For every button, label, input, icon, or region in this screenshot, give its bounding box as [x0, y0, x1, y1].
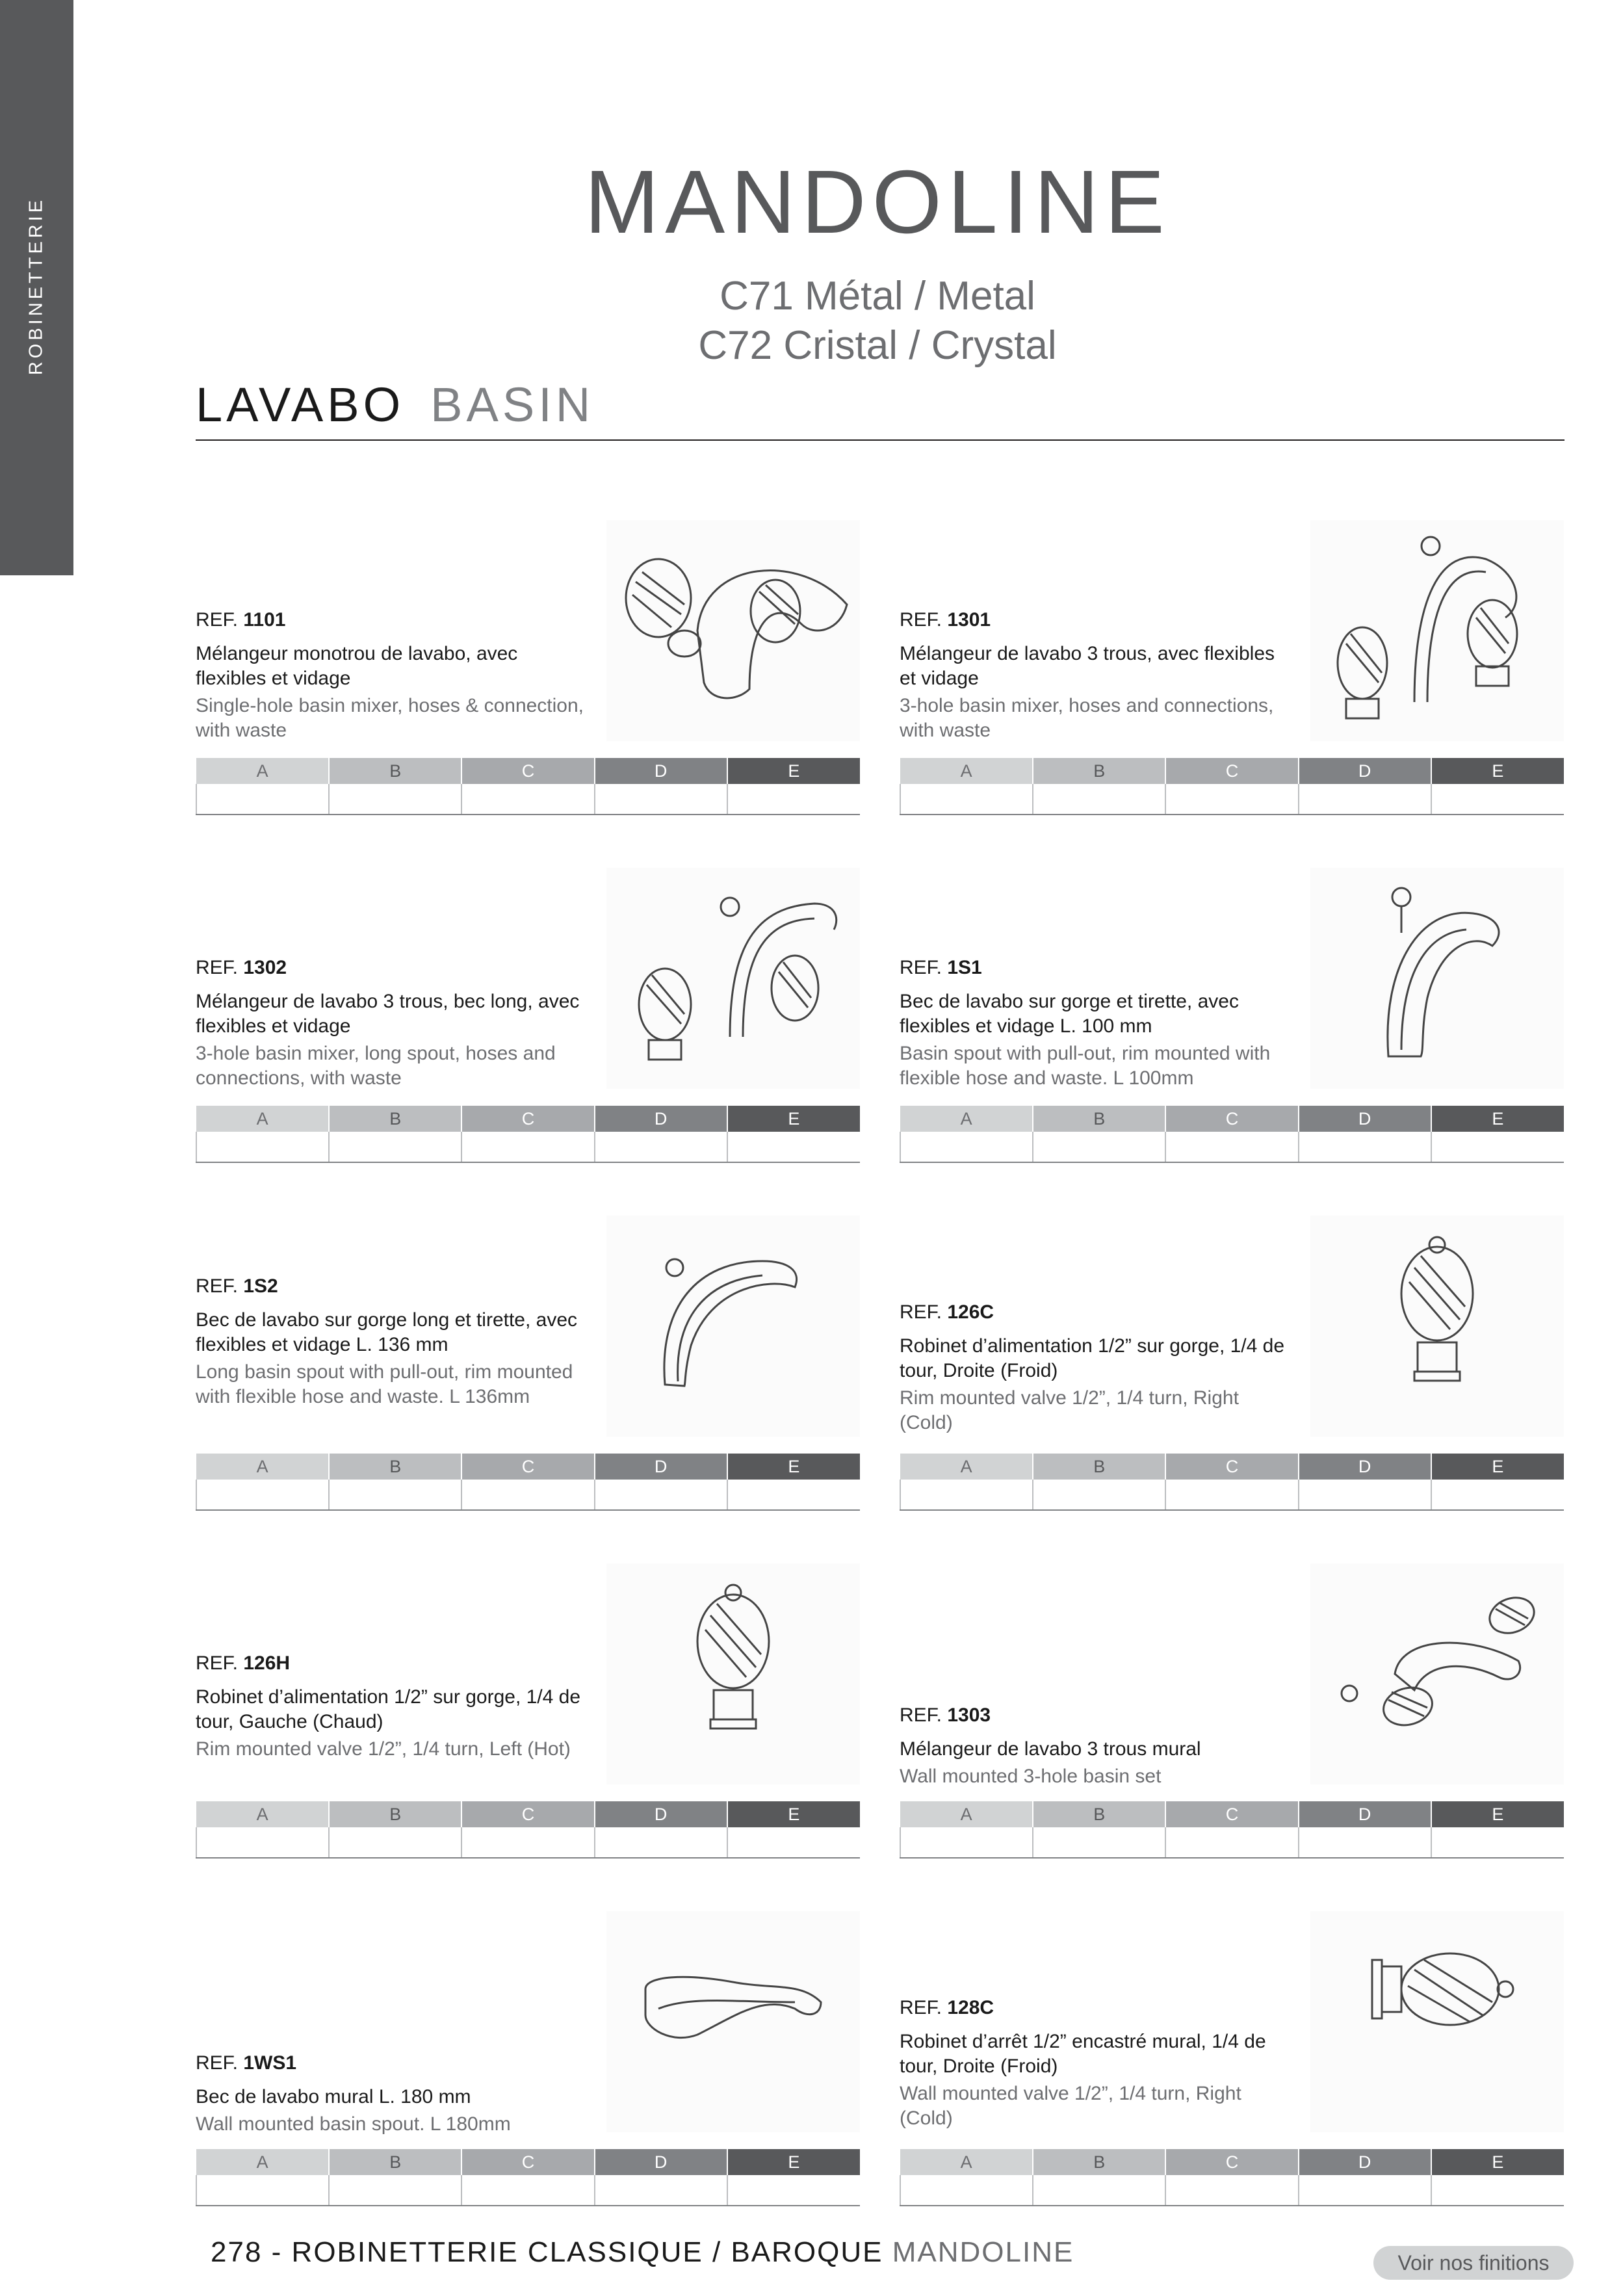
product-text [196, 608, 586, 743]
finish-header-b: B [1033, 1454, 1165, 1480]
product-text [196, 1651, 586, 1762]
finish-header-b: B [1033, 758, 1165, 784]
finish-cell [1299, 1132, 1431, 1162]
product-ref: REF. 126C [900, 1301, 994, 1323]
finish-header-d: D [1299, 1106, 1431, 1132]
finish-header-a: A [900, 1801, 1033, 1827]
finish-header-c: C [1165, 1106, 1298, 1132]
product-desc-fr: Bec de lavabo mural L. 180 mm [196, 2086, 471, 2107]
product-text [196, 956, 586, 1091]
product-text [900, 956, 1290, 1091]
subtitle-line-2: C72 Cristal / Crystal [698, 323, 1057, 368]
finish-header-b: B [329, 1801, 461, 1827]
finish-header-b: B [329, 758, 461, 784]
finish-cell [900, 2175, 1033, 2206]
finish-cell [1033, 784, 1165, 815]
finish-cell [727, 1480, 860, 1510]
finish-table [900, 1801, 1564, 1859]
finish-cell [196, 2175, 329, 2206]
finish-header-a: A [196, 1106, 329, 1132]
finish-header-c: C [461, 1454, 594, 1480]
wall-spout-icon [606, 1911, 860, 2132]
product-desc-en: 3-hole basin mixer, hoses and connections, with waste [900, 695, 1274, 741]
finish-cell [1431, 1480, 1564, 1510]
finish-header-c: C [461, 1801, 594, 1827]
footer-collection: MANDOLINE [892, 2236, 1074, 2268]
product-desc-fr: Mélangeur de lavabo 3 trous, avec flexibles et vidage [900, 643, 1275, 689]
finish-cell [329, 2175, 461, 2206]
wall-valve-icon [1310, 1911, 1564, 2132]
product-card [196, 520, 860, 819]
finish-header-b: B [329, 1454, 461, 1480]
product-ref: REF. 1WS1 [196, 2052, 297, 2074]
product-card [900, 1911, 1564, 2210]
rim-valve-icon [1310, 1216, 1564, 1437]
finish-table [196, 1106, 860, 1163]
finish-cell [461, 784, 594, 815]
finish-header-e: E [727, 2149, 860, 2175]
finish-table [900, 2149, 1564, 2206]
finish-cell [595, 1827, 727, 1858]
finish-table [900, 1106, 1564, 1163]
finish-cell [1299, 2175, 1431, 2206]
finish-header-d: D [1299, 1801, 1431, 1827]
product-card [900, 868, 1564, 1167]
product-card [900, 520, 1564, 819]
product-card [900, 1563, 1564, 1862]
finish-header-d: D [595, 758, 727, 784]
finish-cell [1033, 2175, 1165, 2206]
product-text [900, 1996, 1290, 2131]
finish-cell [329, 784, 461, 815]
finish-header-b: B [1033, 1801, 1165, 1827]
finish-cell [196, 1132, 329, 1162]
finish-cell [595, 2175, 727, 2206]
section-divider [196, 439, 1565, 441]
footer-separator: - [271, 2236, 283, 2268]
finish-cell [595, 1132, 727, 1162]
finish-cell [461, 1480, 594, 1510]
product-desc-fr: Mélangeur de lavabo 3 trous mural [900, 1738, 1201, 1760]
product-ref: REF. 1S1 [900, 957, 982, 978]
product-card [196, 1563, 860, 1862]
finish-cell [727, 1827, 860, 1858]
finish-cell [1431, 2175, 1564, 2206]
finish-cell [727, 784, 860, 815]
finish-table [196, 1801, 860, 1859]
finish-cell [595, 1480, 727, 1510]
finish-cell [1431, 784, 1564, 815]
product-ref: REF. 126H [196, 1652, 291, 1674]
finish-table [196, 1454, 860, 1511]
finish-cell [900, 1132, 1033, 1162]
finish-header-a: A [900, 1454, 1033, 1480]
finish-header-a: A [196, 758, 329, 784]
product-ref: REF. 128C [900, 1997, 994, 2018]
finish-header-b: B [329, 1106, 461, 1132]
finish-header-c: C [1165, 1454, 1298, 1480]
single-hole-basin-mixer-icon [606, 520, 860, 741]
product-desc-fr: Bec de lavabo sur gorge long et tirette, avec flexibles et vidage L. 136 mm [196, 1309, 578, 1355]
product-card [196, 1911, 860, 2210]
finish-cell [461, 2175, 594, 2206]
finish-header-e: E [1431, 2149, 1564, 2175]
finish-cell [461, 1827, 594, 1858]
finish-header-d: D [1299, 758, 1431, 784]
finish-cell [1165, 1132, 1298, 1162]
finish-cell [1299, 1827, 1431, 1858]
finish-header-a: A [196, 1454, 329, 1480]
section-title-en: BASIN [430, 378, 595, 432]
product-text [900, 608, 1290, 743]
finish-cell [329, 1480, 461, 1510]
finish-cell [1431, 1827, 1564, 1858]
finish-header-c: C [1165, 1801, 1298, 1827]
product-desc-en: Basin spout with pull-out, rim mounted with flexible hose and waste. L 100mm [900, 1043, 1271, 1089]
product-desc-en: Wall mounted 3-hole basin set [900, 1766, 1162, 1787]
product-desc-en: Rim mounted valve 1/2”, 1/4 turn, Right (Cold) [900, 1387, 1239, 1433]
finish-table [196, 2149, 860, 2206]
finish-header-d: D [1299, 2149, 1431, 2175]
finish-header-b: B [1033, 1106, 1165, 1132]
product-desc-en: Wall mounted basin spout. L 180mm [196, 2113, 511, 2135]
finish-cell [196, 1827, 329, 1858]
finish-header-d: D [595, 1454, 727, 1480]
product-ref: REF. 1101 [196, 609, 286, 631]
finish-cell [1165, 2175, 1298, 2206]
finish-cell [1431, 1132, 1564, 1162]
subtitle-line-1: C71 Métal / Metal [720, 274, 1035, 319]
finish-header-e: E [1431, 758, 1564, 784]
page-number: 278 [211, 2236, 263, 2268]
product-desc-fr: Robinet d’arrêt 1/2” encastré mural, 1/4 de tour, Droite (Froid) [900, 2031, 1266, 2077]
three-hole-long-spout-mixer-icon [606, 868, 860, 1089]
product-desc-en: 3-hole basin mixer, long spout, hoses and connections, with waste [196, 1043, 556, 1089]
finish-cell [1033, 1827, 1165, 1858]
product-desc-en: Rim mounted valve 1/2”, 1/4 turn, Left (Hot) [196, 1738, 571, 1760]
product-desc-en: Single-hole basin mixer, hoses & connection, with waste [196, 695, 584, 741]
product-text [196, 2051, 586, 2137]
finish-cell [329, 1827, 461, 1858]
finish-cell [1165, 784, 1298, 815]
finish-header-a: A [900, 1106, 1033, 1132]
finish-header-c: C [461, 2149, 594, 2175]
product-desc-fr: Robinet d’alimentation 1/2” sur gorge, 1/4 de tour, Gauche (Chaud) [196, 1686, 581, 1732]
finish-header-d: D [595, 1106, 727, 1132]
finish-table [900, 1454, 1564, 1511]
finish-cell [900, 784, 1033, 815]
finish-header-e: E [727, 1106, 860, 1132]
finish-header-a: A [196, 1801, 329, 1827]
finish-cell [461, 1132, 594, 1162]
product-card [196, 868, 860, 1167]
wall-mounted-basin-set-icon [1310, 1563, 1564, 1784]
finish-header-c: C [1165, 2149, 1298, 2175]
finish-header-a: A [900, 2149, 1033, 2175]
finish-cell [1033, 1132, 1165, 1162]
finish-header-e: E [1431, 1106, 1564, 1132]
product-desc-fr: Robinet d’alimentation 1/2” sur gorge, 1/4 de tour, Droite (Froid) [900, 1335, 1285, 1381]
product-desc-fr: Mélangeur monotrou de lavabo, avec flexibles et vidage [196, 643, 518, 689]
product-text [900, 1300, 1290, 1435]
finish-header-e: E [1431, 1454, 1564, 1480]
finish-cell [1033, 1480, 1165, 1510]
finish-header-d: D [1299, 1454, 1431, 1480]
finish-header-e: E [1431, 1801, 1564, 1827]
finish-cell [595, 784, 727, 815]
finish-cell [727, 1132, 860, 1162]
finish-header-c: C [1165, 758, 1298, 784]
product-ref: REF. 1302 [196, 957, 287, 978]
finish-header-d: D [595, 1801, 727, 1827]
page-title: MANDOLINE [584, 152, 1171, 252]
finish-header-e: E [727, 758, 860, 784]
finish-cell [727, 2175, 860, 2206]
finish-cell [329, 1132, 461, 1162]
view-finishes-button[interactable]: Voir nos finitions [1373, 2246, 1574, 2280]
product-card [196, 1216, 860, 1515]
finish-header-d: D [595, 2149, 727, 2175]
product-desc-en: Long basin spout with pull-out, rim mounted with flexible hose and waste. L 136mm [196, 1361, 573, 1407]
product-ref: REF. 1303 [900, 1704, 991, 1726]
finish-header-b: B [329, 2149, 461, 2175]
section-title-fr: LAVABO [196, 378, 405, 432]
product-ref: REF. 1S2 [196, 1275, 278, 1297]
product-desc-fr: Bec de lavabo sur gorge et tirette, avec flexibles et vidage L. 100 mm [900, 991, 1239, 1037]
footer-category: ROBINETTERIE CLASSIQUE / BAROQUE [291, 2236, 883, 2268]
finish-header-e: E [727, 1454, 860, 1480]
product-desc-fr: Mélangeur de lavabo 3 trous, bec long, avec flexibles et vidage [196, 991, 580, 1037]
finish-header-c: C [461, 758, 594, 784]
finish-header-a: A [196, 2149, 329, 2175]
finish-cell [900, 1480, 1033, 1510]
three-hole-basin-mixer-icon [1310, 520, 1564, 741]
long-basin-spout-icon [606, 1216, 860, 1437]
basin-spout-icon [1310, 868, 1564, 1089]
product-ref: REF. 1301 [900, 609, 991, 631]
finish-cell [196, 784, 329, 815]
product-text [196, 1274, 586, 1409]
finish-cell [1299, 784, 1431, 815]
finish-cell [1165, 1827, 1298, 1858]
finish-cell [1165, 1480, 1298, 1510]
product-card [900, 1216, 1564, 1515]
finish-table [900, 758, 1564, 815]
page-footer [211, 2236, 1074, 2269]
section-heading [196, 377, 594, 432]
side-tab-label: ROBINETTERIE [25, 196, 47, 376]
rim-valve-icon [606, 1563, 860, 1784]
finish-cell [900, 1827, 1033, 1858]
product-text [900, 1703, 1290, 1789]
finish-header-e: E [727, 1801, 860, 1827]
finish-header-a: A [900, 758, 1033, 784]
finish-cell [196, 1480, 329, 1510]
finish-header-b: B [1033, 2149, 1165, 2175]
finish-table [196, 758, 860, 815]
product-desc-en: Wall mounted valve 1/2”, 1/4 turn, Right (Cold) [900, 2083, 1241, 2129]
finish-cell [1299, 1480, 1431, 1510]
finish-header-c: C [461, 1106, 594, 1132]
